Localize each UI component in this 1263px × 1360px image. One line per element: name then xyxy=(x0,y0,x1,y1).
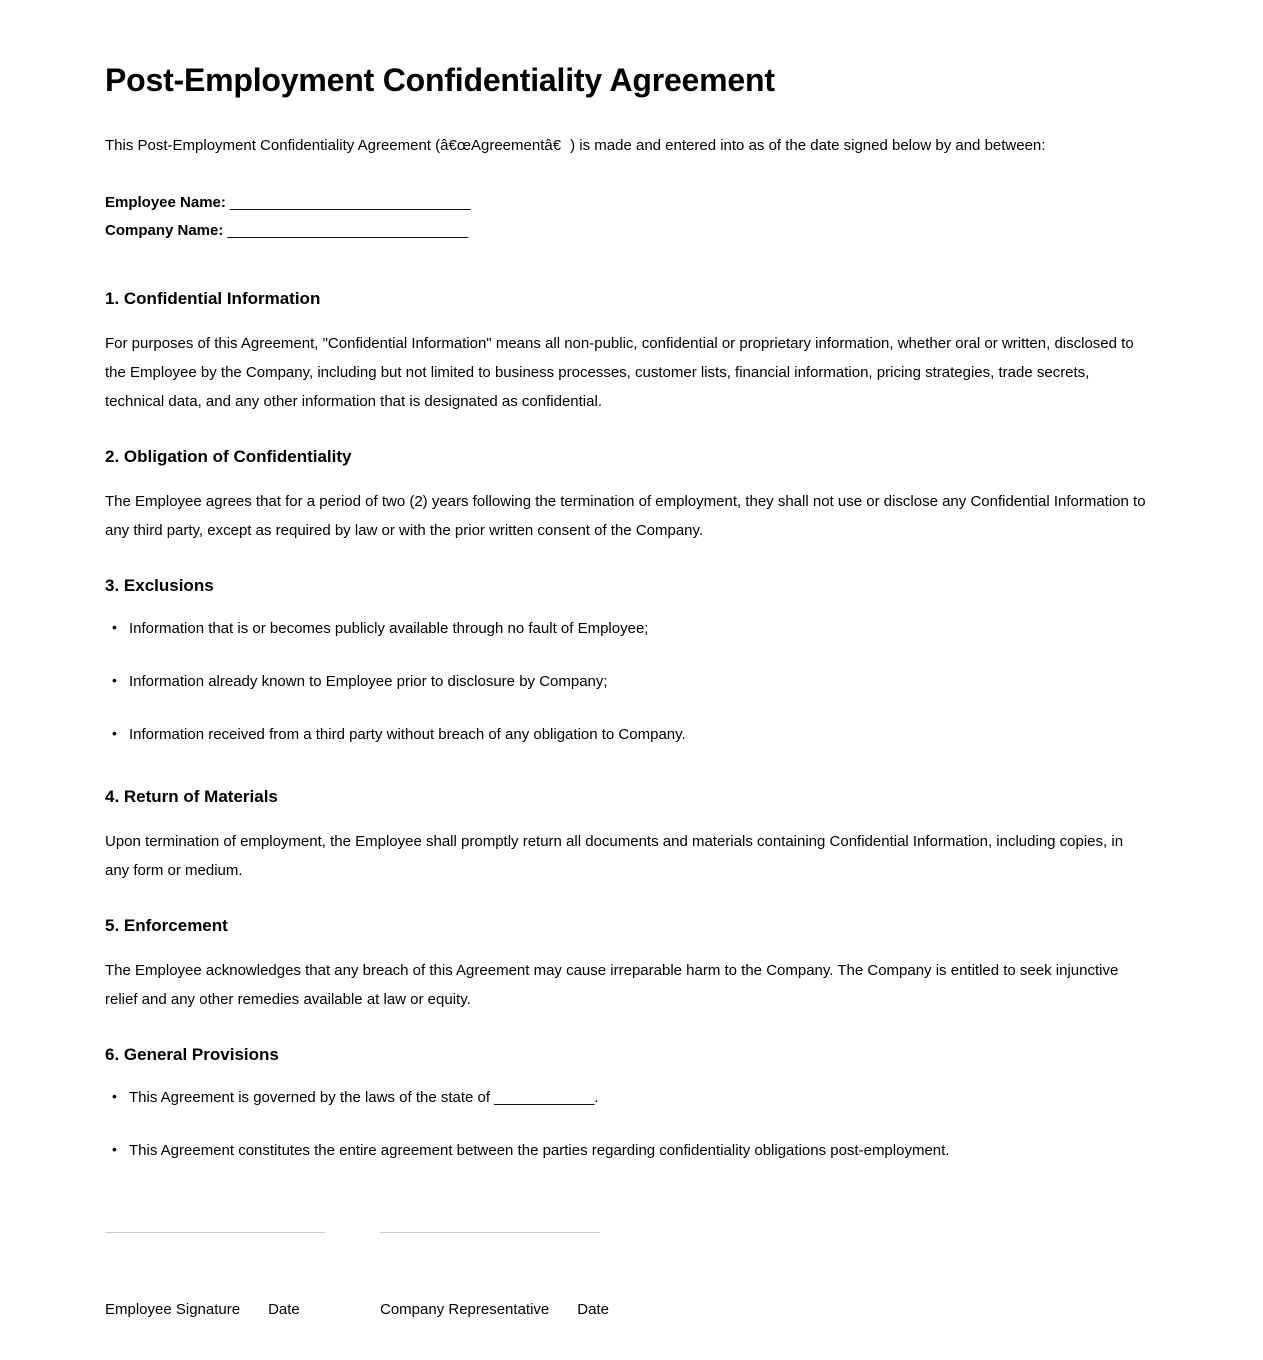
section-return-of-materials xyxy=(105,787,1150,886)
list-item: • This Agreement constitutes the entire agreement between the parties regarding confidentiality obligations post-employment. xyxy=(127,1138,1150,1164)
section-general-provisions xyxy=(105,1045,1150,1165)
company-representative-label: Company Representative xyxy=(380,1301,550,1319)
section-confidential-information xyxy=(105,289,1150,417)
list-item: • Information that is or becomes publicly available through no fault of Employee; xyxy=(127,616,1150,642)
employee-name-label: Employee Name: xyxy=(105,194,226,212)
section-enforcement xyxy=(105,916,1150,1015)
page-title: Post-Employment Confidentiality Agreement xyxy=(105,62,775,98)
section-body: Upon termination of employment, the Employee shall promptly return all documents and materials containing Confidential Information, including copies, in any form or medium. xyxy=(105,833,1124,880)
section-heading: 3. Exclusions xyxy=(105,575,214,595)
section-heading: 5. Enforcement xyxy=(105,915,228,935)
company-signature-rule xyxy=(380,1232,600,1233)
company-signature-group xyxy=(380,1299,609,1320)
section-body: For purposes of this Agreement, "Confidential Information" means all non-public, confidential or proprietary information, whether oral or written, disclosed to the Employee by the Company, including but not limited to business processes, customer lists, financial information, pricing strategies, trade secrets, technical data, and any other information that is designated as confidential. xyxy=(105,334,1134,411)
section-heading: 1. Confidential Information xyxy=(105,288,321,308)
signature-labels xyxy=(105,1299,1150,1320)
list-item: • Information already known to Employee prior to disclosure by Company; xyxy=(127,669,1150,695)
general-provisions-list xyxy=(105,1085,1150,1165)
employee-signature-label: Employee Signature xyxy=(105,1301,241,1319)
parties-fields xyxy=(105,189,1150,245)
section-exclusions xyxy=(105,576,1150,749)
signature-rules xyxy=(105,1232,1150,1233)
section-heading: 6. General Provisions xyxy=(105,1044,279,1064)
section-heading: 2. Obligation of Confidentiality xyxy=(105,446,352,466)
exclusions-list xyxy=(105,616,1150,749)
company-name-row xyxy=(105,217,1150,245)
employee-date-label: Date xyxy=(268,1301,300,1319)
section-heading: 4. Return of Materials xyxy=(105,786,278,806)
section-body: The Employee acknowledges that any breach of this Agreement may cause irreparable harm to the Company. The Company is entitled to seek injunctive relief and any other remedies available at law or equity. xyxy=(105,962,1119,1009)
employee-name-input[interactable]: _______________________________ xyxy=(230,194,471,212)
section-obligation-of-confidentiality xyxy=(105,447,1150,546)
intro-paragraph: This Post-Employment Confidentiality Agreement (â€œAgreementâ€) is made and entered into as of the date signed below by and between: xyxy=(105,136,1046,154)
list-item: • This Agreement is governed by the laws of the state of ____________. xyxy=(127,1085,1150,1111)
company-name-label: Company Name: xyxy=(105,221,224,239)
list-item: • Information received from a third party without breach of any obligation to Company. xyxy=(127,722,1150,748)
signature-block xyxy=(105,1232,1150,1320)
employee-name-row xyxy=(105,189,1150,217)
company-name-input[interactable]: _______________________________ xyxy=(227,221,468,239)
employee-signature-rule xyxy=(105,1232,325,1233)
company-date-label: Date xyxy=(577,1301,609,1319)
section-body: The Employee agrees that for a period of two (2) years following the termination of employment, they shall not use or disclose any Confidential Information to any third party, except as required by law or with the prior written consent of the Company. xyxy=(105,493,1146,540)
employee-signature-group xyxy=(105,1299,380,1320)
